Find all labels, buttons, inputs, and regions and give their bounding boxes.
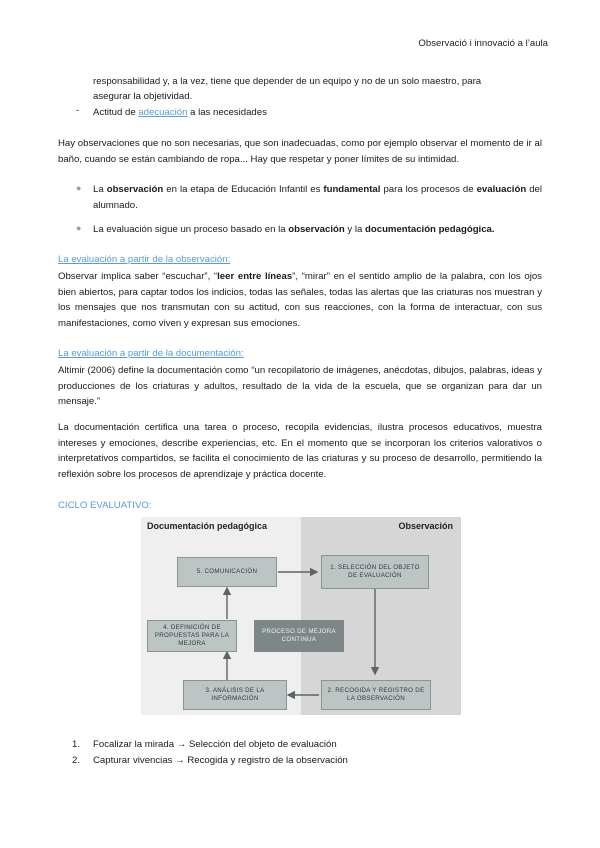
section-title-documentacion: La evaluación a partir de la documentación: bbox=[58, 348, 244, 359]
right-header: Observación bbox=[398, 521, 453, 531]
list-number: 1. bbox=[72, 739, 81, 750]
dash-bullet: - bbox=[76, 105, 80, 116]
box-comunicacion: 5. COMUNICACIÓN bbox=[177, 557, 277, 587]
bullet-dot-icon: ● bbox=[76, 183, 82, 193]
left-header: Documentación pedagógica bbox=[147, 521, 268, 531]
box-analisis: 3. ANÁLISIS DE LA INFORMACIÓN bbox=[183, 680, 287, 710]
bullet-observacion: La observación en la etapa de Educación Infantil es fundamental para los procesos de evaluación del alumnado. bbox=[93, 184, 543, 211]
box-definicion: 4. DEFINICIÓN DE PROPUESTAS PARA LA MEJORA bbox=[147, 620, 237, 652]
documentacion-paragraph-2: La documentación certifica una tarea o proceso, recopila evidencias, ilustra procesos educativos, muestra intereses y emociones, describe experiencias, etc. En el momento que se incorporan los criterios valorativos o interpretativos compartidos, se facilita el conocimiento de las criaturas y su proceso de desarrollo, permitiendo la reflexión sobre los procesos de aprendizaje y práctica docente. bbox=[58, 422, 542, 480]
bullet-dot-icon: ● bbox=[76, 223, 82, 233]
list-number: 2. bbox=[72, 755, 81, 766]
continuation-line-2: asegurar la objetividad. bbox=[93, 91, 193, 102]
actitud-item: Actitud de adecuación a las necesidades bbox=[93, 107, 267, 118]
page-header: Observació i innovació a l’aula bbox=[418, 38, 548, 49]
section-title-observacion: La evaluación a partir de la observación: bbox=[58, 254, 231, 265]
ciclo-evaluativo-diagram bbox=[141, 517, 461, 715]
bullet-evaluacion: La evaluación sigue un proceso basado en la observación y la documentación pedagógica. bbox=[93, 224, 495, 235]
ciclo-title: CICLO EVALUATIVO: bbox=[58, 500, 152, 511]
list-item: Focalizar la mirada → Selección del objeto de evaluación bbox=[93, 739, 337, 750]
observaciones-paragraph: Hay observaciones que no son necesarias, que son inadecuadas, como por ejemplo observar el momento de ir al baño, cuando se están cambiando de ropa... Hay que respetar y poner límites de su intimidad. bbox=[58, 138, 542, 165]
adecuacion-link[interactable]: adecuación bbox=[138, 107, 188, 118]
box-recogida: 2. RECOGIDA Y REGISTRO DE LA OBSERVACIÓN bbox=[321, 680, 431, 710]
continuation-line-1: responsabilidad y, a la vez, tiene que depender de un equipo y no de un solo maestro, para bbox=[93, 76, 482, 87]
observacion-paragraph: Observar implica saber “escuchar”, “leer entre líneas”, “mirar” en el sentido amplio de la palabra, con los ojos bien abiertos, para captar todos los indicios, todas las señales, todas las alertas que las criaturas nos muestran y los mensajes que nos transmutan con su actitud, con sus reacciones, con la forma de interactuar, con sus manifestaciones, como viven y expresan sus emociones. bbox=[58, 271, 542, 329]
documentacion-paragraph-1: Altimir (2006) define la documentación como “un recopilatorio de imágenes, anécdotas, dibujos, palabras, ideas y producciones de los criaturas y adultos, resultado de la vida de la escuela, que se organizan para dar un mensaje.” bbox=[58, 365, 542, 407]
list-item: Capturar vivencias → Recogida y registro de la observación bbox=[93, 755, 348, 766]
box-seleccion: 1. SELECCIÓN DEL OBJETO DE EVALUACIÓN bbox=[321, 555, 429, 589]
box-proceso-mejora: PROCESO DE MEJORA CONTINUA bbox=[254, 620, 344, 652]
